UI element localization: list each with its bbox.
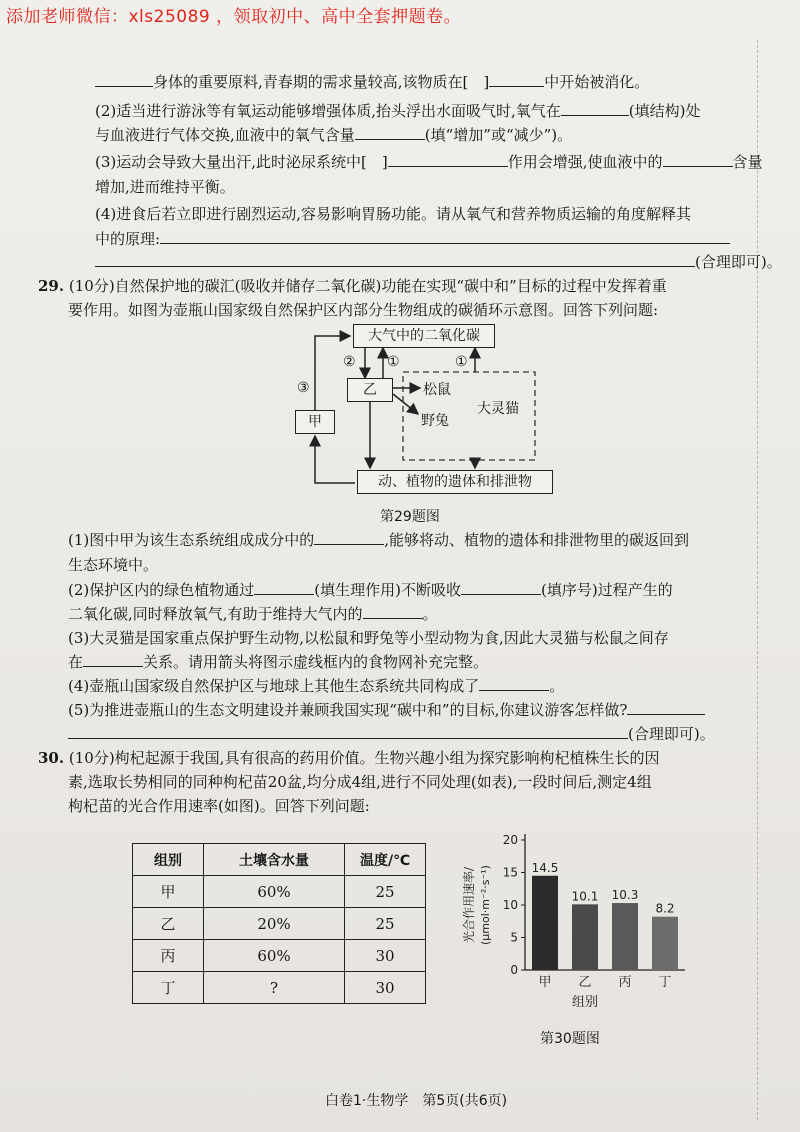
q29-figure-caption: 第29题图 (380, 509, 440, 525)
x-tick-label: 丁 (658, 975, 672, 990)
q29-part5-line2: (合理即可)。 (68, 724, 715, 744)
y-tick-label: 5 (510, 930, 518, 945)
q28-part4-line3: (合理即可)。 (95, 252, 782, 272)
table-row (133, 908, 426, 940)
q28-part3-line1: (3)运动会导致大量出汗,此时泌尿系统中[ ] 作用会增强,使血液中的 含量 (95, 153, 763, 171)
q30-stem-line3: 枸杞苗的光合作用速率(如图)。回答下列问题: (68, 797, 370, 815)
q28-part4-line1: (4)进食后若立即进行剧烈运动,容易影响胃肠功能。请从氧气和营养物质运输的角度解释其 (95, 205, 692, 223)
table-header: 组别 (133, 844, 204, 876)
table-cell: 60% (204, 940, 345, 972)
q29-blank-relationship (83, 652, 143, 667)
y-tick-label: 15 (502, 865, 518, 880)
box-decomposer-jia: 甲 (295, 410, 335, 434)
x-tick-label: 甲 (538, 975, 552, 990)
q29-part3-line1: (3)大灵猫是国家重点保护野生动物,以松鼠和野兔等小型动物为食,因此大灵猫与松鼠之间存 (68, 629, 669, 647)
page-margin-strip (757, 40, 800, 1120)
q29-blank-suggestion (627, 700, 705, 715)
bar (532, 876, 558, 970)
q30-stem-line2: 素,选取长势相同的同种枸杞苗20盆,均分成4组,进行不同处理(如表),一段时间后,测定4组 (68, 773, 652, 791)
q28-blank-substance (663, 152, 733, 167)
bar-value-label: 8.2 (655, 901, 675, 916)
y-tick-label: 0 (510, 963, 518, 977)
q28-blank-nutrient (95, 72, 153, 87)
x-axis-label: 组别 (571, 995, 599, 1010)
q29-stem-line1: 29. (10分)自然保护地的碳汇(吸收并储存二氧化碳)功能在实现“碳中和”目标的过程中发挥着重 (38, 277, 667, 295)
table-cell: 25 (345, 908, 426, 940)
table-cell: 30 (345, 940, 426, 972)
q28-blank-oxygen (355, 125, 425, 140)
table-row (133, 940, 426, 972)
q28-blank-reason-cont (95, 252, 695, 267)
page-footer: 白卷1·生物学 第5页(共6页) (325, 1093, 508, 1109)
watermark-text: 添加老师微信：xls25089 ，领取初中、高中全套押题卷。 (6, 7, 462, 27)
table-header: 土壤含水量 (204, 844, 345, 876)
q29-part2-line1: (2)保护区内的绿色植物通过 (填生理作用)不断吸收 (填序号)过程产生的 (68, 581, 673, 599)
q30-treatment-table (132, 843, 426, 1004)
table-cell: 60% (204, 876, 345, 908)
q29-part1-line2: 生态环境中。 (68, 556, 159, 574)
mark-3: ③ (297, 380, 310, 396)
bar (572, 904, 598, 970)
q29-blank-suggestion-cont (68, 724, 628, 739)
q29-blank-biosphere (479, 676, 549, 691)
q30-stem-line1: 30. (10分)枸杞起源于我国,具有很高的药用价值。生物兴趣小组为探究影响枸杞植株生长的因 (38, 749, 660, 767)
table-cell: 25 (345, 876, 426, 908)
q28-line1: 身体的重要原料,青春期的需求量较高,该物质在[ ] 中开始被消化。 (95, 72, 649, 92)
x-tick-label: 丙 (618, 975, 632, 990)
label-squirrel: 松鼠 (423, 382, 451, 398)
q29-part5-line1: (5)为推进壶瓶山的生态文明建设并兼顾我国实现“碳中和”的目标,你建议游客怎样做? (68, 700, 705, 720)
bar-value-label: 10.3 (611, 888, 639, 903)
table-header: 温度/℃ (345, 844, 426, 876)
label-civet: 大灵猫 (477, 401, 519, 417)
table-cell: 乙 (133, 908, 204, 940)
q29-part3-line2: 在 关系。请用箭头将图示虚线框内的食物网补充完整。 (68, 653, 489, 671)
y-axis-label: 光合作用速率/ (462, 866, 476, 944)
q30-figure-caption: 第30题图 (540, 1031, 600, 1047)
q29-blank-physiology (254, 580, 314, 595)
q29-blank-process-number (461, 580, 541, 595)
table-row (133, 972, 426, 1004)
table-cell: ? (204, 972, 345, 1004)
q28-part3-line2: 增加,进而维持平衡。 (95, 178, 235, 196)
q29-part4-line: (4)壶瓶山国家级自然保护区与地球上其他生态系统共同构成了 。 (68, 677, 565, 695)
carbon-cycle-diagram (285, 318, 570, 503)
box-producer-yi: 乙 (347, 378, 393, 402)
y-tick-label: 20 (502, 833, 518, 847)
table-cell: 30 (345, 972, 426, 1004)
table-header-row (133, 844, 426, 876)
q29-part2-line2: 二氧化碳,同时释放氧气,有助于维持大气内的 。 (68, 605, 438, 623)
table-cell: 甲 (133, 876, 204, 908)
q29-blank-component (314, 530, 384, 545)
q28-part4-line2: 中的原理: (95, 229, 730, 249)
box-remains: 动、植物的遗体和排泄物 (357, 470, 553, 494)
q28-part2-line1: (2)适当进行游泳等有氧运动能够增强体质,抬头浮出水面吸气时,氧气在 (填结构)处 (95, 102, 701, 120)
box-atmospheric-co2: 大气中的二氧化碳 (353, 324, 495, 348)
mark-2: ② (343, 354, 356, 370)
q29-stem-line2: 要作用。如图为壶瓶山国家级自然保护区内部分生物组成的碳循环示意图。回答下列问题: (68, 301, 659, 319)
q29-part1-line1: (1)图中甲为该生态系统组成成分中的 ,能够将动、植物的遗体和排泄物里的碳返回到 (68, 531, 690, 549)
table-cell: 20% (204, 908, 345, 940)
bar (612, 903, 638, 970)
q28-blank-structure (561, 101, 629, 116)
table-cell: 丙 (133, 940, 204, 972)
q28-blank-organ (489, 72, 544, 87)
bar-value-label: 10.1 (571, 889, 599, 904)
q28-blank-reason (160, 229, 730, 244)
bar (652, 917, 678, 970)
table-cell: 丁 (133, 972, 204, 1004)
q28-part2-line2: 与血液进行气体交换,血液中的氧气含量 (填“增加”或“减少”)。 (95, 126, 573, 144)
mark-1-right: ① (455, 354, 468, 370)
q28-blank-process (388, 152, 508, 167)
y-tick-label: 10 (502, 898, 518, 912)
label-rabbit: 野兔 (421, 413, 449, 429)
q29-blank-balance (363, 604, 423, 619)
mark-1-left: ① (387, 354, 400, 370)
photosynthesis-bar-chart (455, 820, 695, 1020)
x-tick-label: 乙 (578, 975, 592, 990)
y-axis-unit-label: (μmol·m⁻²·s⁻¹) (479, 865, 492, 945)
table-row (133, 876, 426, 908)
bar-value-label: 14.5 (531, 860, 559, 875)
